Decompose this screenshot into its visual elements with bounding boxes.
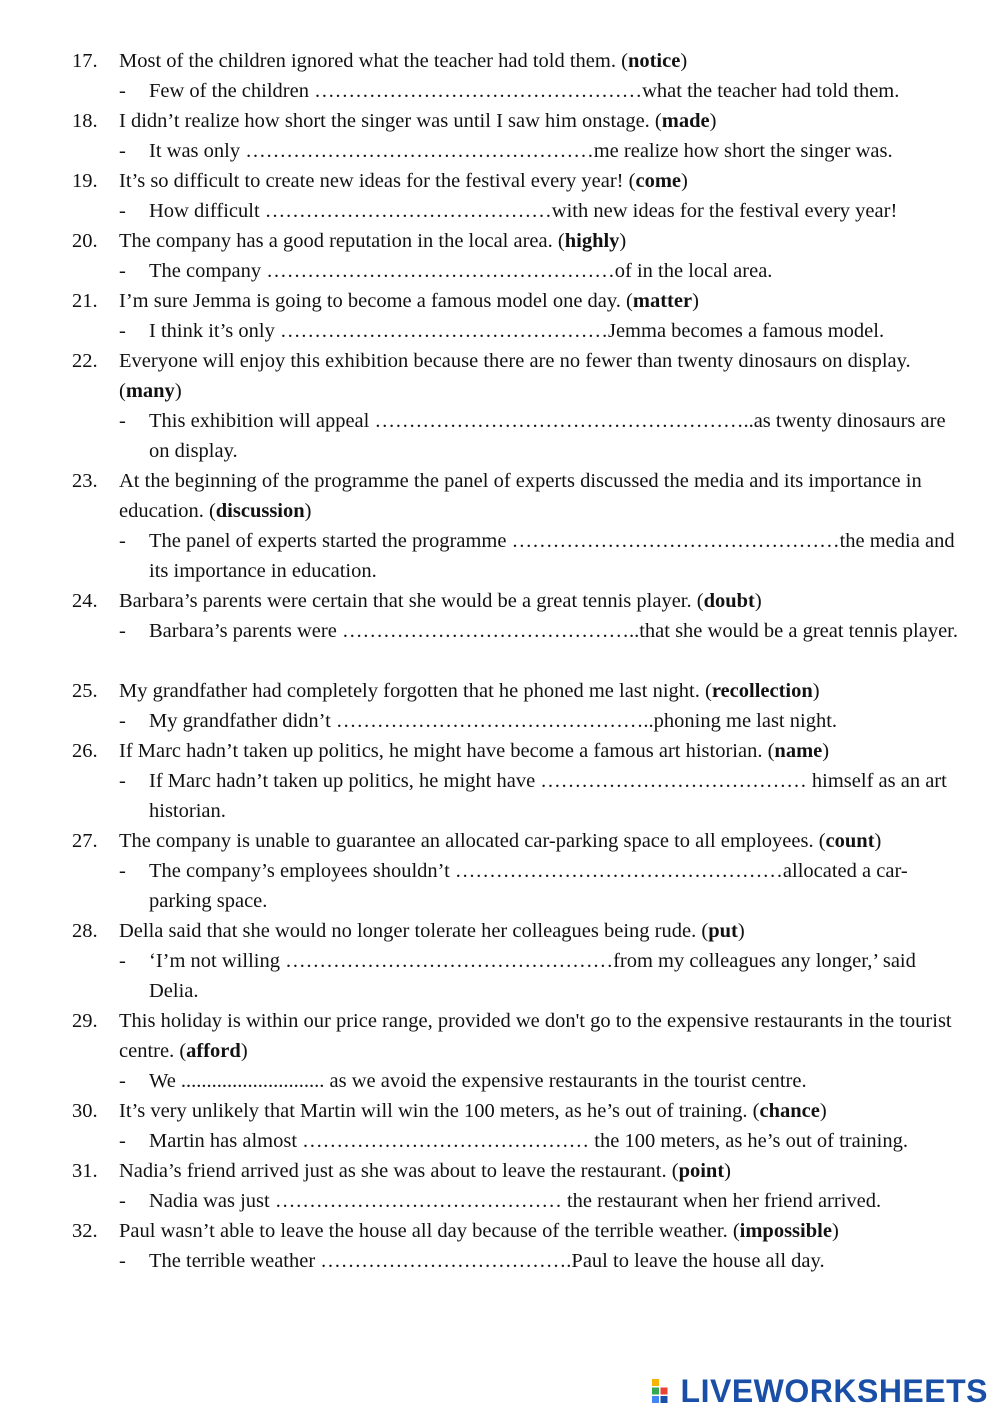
question-prompt: My grandfather had completely forgotten that he phoned me last night. ( [119, 680, 712, 702]
answer-text[interactable]: I think it’s only …………………………………………Jemma becomes a famous model. [149, 320, 885, 342]
question-number: 29. [72, 1010, 98, 1032]
prompt-end: ) [819, 1100, 827, 1122]
prompt-end: ) [754, 590, 762, 612]
liveworksheets-logo-icon [651, 1378, 677, 1404]
answer-text[interactable]: If Marc hadn’t taken up politics, he might have ………………………………… himself as an art historian. [149, 770, 947, 822]
answer-text[interactable]: The company’s employees shouldn’t …………………………………………allocated a car-parking space. [149, 860, 908, 912]
exercise-23 [72, 466, 962, 586]
answer-line [72, 256, 962, 286]
question-keyword: chance [759, 1100, 820, 1122]
question [72, 466, 962, 526]
question-number: 25. [72, 680, 98, 702]
question [72, 586, 962, 616]
logo-square-green [652, 1388, 659, 1395]
answer-text[interactable]: This exhibition will appeal ………………………………………………..as twenty dinosaurs are on display. [149, 410, 946, 462]
question-number: 32. [72, 1220, 98, 1242]
exercise-22 [72, 346, 962, 466]
answer-dash: - [119, 620, 126, 642]
question-prompt: Barbara’s parents were certain that she would be a great tennis player. ( [119, 590, 704, 612]
answer-line [72, 406, 962, 466]
question-prompt: It’s so difficult to create new ideas for the festival every year! ( [119, 170, 636, 192]
answer-line [72, 616, 962, 646]
answer-dash: - [119, 410, 126, 432]
prompt-end: ) [174, 380, 182, 402]
question-prompt: This holiday is within our price range, provided we don't go to the expensive restaurants in the tourist centre. ( [119, 1010, 952, 1062]
answer-line [72, 136, 962, 166]
question [72, 106, 962, 136]
answer-text[interactable]: Barbara’s parents were ……………………………………..that she would be a great tennis player. [149, 620, 958, 642]
answer-line [72, 766, 962, 826]
question-number: 19. [72, 170, 98, 192]
question-prompt: At the beginning of the programme the panel of experts discussed the media and its importance in education. ( [119, 470, 922, 522]
logo-square-navy [660, 1396, 667, 1403]
logo-graphic [651, 1378, 677, 1404]
question-number: 28. [72, 920, 98, 942]
exercise-29 [72, 1006, 962, 1096]
question-prompt: Paul wasn’t able to leave the house all day because of the terrible weather. ( [119, 1220, 740, 1242]
question [72, 166, 962, 196]
answer-dash: - [119, 140, 126, 162]
question [72, 1006, 962, 1066]
question-prompt: If Marc hadn’t taken up politics, he might have become a famous art historian. ( [119, 740, 775, 762]
answer-dash: - [119, 530, 126, 552]
exercise-32 [72, 1216, 962, 1276]
exercise-24 [72, 586, 962, 646]
answer-dash: - [119, 1070, 126, 1092]
question-keyword: made [661, 110, 710, 132]
exercise-31 [72, 1156, 962, 1216]
question-number: 17. [72, 50, 98, 72]
section-spacer [72, 646, 962, 676]
question-prompt: Della said that she would no longer tolerate her colleagues being rude. ( [119, 920, 709, 942]
exercise-21 [72, 286, 962, 346]
question-number: 31. [72, 1160, 98, 1182]
answer-line [72, 526, 962, 586]
question-keyword: impossible [739, 1220, 832, 1242]
question-keyword: many [125, 380, 175, 402]
prompt-end: ) [724, 1160, 731, 1182]
prompt-end: ) [304, 500, 312, 522]
answer-dash: - [119, 860, 126, 882]
brand-name: LIVEWORKSHEETS [680, 1373, 988, 1409]
logo-square-yellow [652, 1379, 659, 1386]
exercise-19 [72, 166, 962, 226]
answer-dash: - [119, 1250, 126, 1272]
prompt-end: ) [874, 830, 882, 852]
answer-dash: - [119, 80, 126, 102]
prompt-end: ) [619, 230, 627, 252]
worksheet [72, 46, 962, 1276]
prompt-end: ) [680, 50, 688, 72]
answer-line [72, 1066, 962, 1096]
question [72, 676, 962, 706]
prompt-end: ) [692, 290, 699, 312]
logo-square-red [660, 1388, 667, 1395]
question-keyword: highly [564, 230, 620, 252]
question [72, 736, 962, 766]
question-number: 27. [72, 830, 98, 852]
answer-dash: - [119, 1130, 126, 1152]
question-keyword: put [708, 920, 738, 942]
exercise-17 [72, 46, 962, 106]
answer-text[interactable]: We ............................ as we avoid the expensive restaurants in the tourist centre. [149, 1070, 807, 1092]
question-number: 21. [72, 290, 98, 312]
answer-line [72, 76, 962, 106]
question-keyword: doubt [703, 590, 755, 612]
prompt-end: ) [737, 920, 745, 942]
prompt-end: ) [709, 110, 717, 132]
prompt-end: ) [831, 1220, 839, 1242]
question-keyword: count [825, 830, 875, 852]
answer-dash: - [119, 1190, 126, 1212]
exercise-30 [72, 1096, 962, 1156]
question-prompt: I didn’t realize how short the singer was until I saw him onstage. ( [119, 110, 662, 132]
exercise-20 [72, 226, 962, 286]
question [72, 916, 962, 946]
question [72, 1216, 962, 1246]
answer-line [72, 706, 962, 736]
answer-dash: - [119, 320, 126, 342]
question-keyword: afford [186, 1040, 241, 1062]
question-prompt: Nadia’s friend arrived just as she was about to leave the restaurant. ( [119, 1160, 679, 1182]
question [72, 286, 962, 316]
answer-text[interactable]: How difficult ……………………………………with new ideas for the festival every year! [149, 200, 898, 222]
answer-text[interactable]: Martin has almost …………………………………… the 100 meters, as he’s out of training. [149, 1130, 908, 1152]
question-keyword: name [774, 740, 823, 762]
answer-text[interactable]: The panel of experts started the programme …………………………………………the media and its importance in education. [149, 530, 955, 582]
question [72, 46, 962, 76]
question-keyword: notice [627, 50, 681, 72]
answer-dash: - [119, 770, 126, 792]
question-keyword: discussion [215, 500, 305, 522]
question [72, 826, 962, 856]
answer-text[interactable]: Few of the children …………………………………………what the teacher had told them. [149, 80, 900, 102]
answer-text[interactable]: It was only ……………………………………………me realize how short the singer was. [149, 140, 893, 162]
answer-dash: - [119, 950, 126, 972]
answer-text[interactable]: The terrible weather ……………………………….Paul to leave the house all day. [149, 1250, 825, 1272]
answer-line [72, 196, 962, 226]
prompt-end: ) [681, 170, 688, 192]
answer-text[interactable]: Nadia was just …………………………………… the restaurant when her friend arrived. [149, 1190, 882, 1212]
answer-dash: - [119, 260, 126, 282]
question-number: 26. [72, 740, 98, 762]
question-keyword: recollection [711, 680, 813, 702]
answer-line [72, 946, 962, 1006]
exercise-18 [72, 106, 962, 166]
question-keyword: come [635, 170, 681, 192]
question-prompt: The company is unable to guarantee an allocated car-parking space to all employees. ( [119, 830, 826, 852]
answer-dash: - [119, 200, 126, 222]
answer-dash: - [119, 710, 126, 732]
prompt-end: ) [240, 1040, 248, 1062]
exercise-27 [72, 826, 962, 916]
answer-line [72, 316, 962, 346]
question-prompt: Everyone will enjoy this exhibition because there are no fewer than twenty dinosaurs on display. ( [119, 350, 911, 402]
question-number: 22. [72, 350, 98, 372]
answer-line [72, 1186, 962, 1216]
question-prompt: It’s very unlikely that Martin will win the 100 meters, as he’s out of training. ( [119, 1100, 760, 1122]
question-number: 18. [72, 110, 98, 132]
answer-text[interactable]: My grandfather didn’t ………………………………………..phoning me last night. [149, 710, 838, 732]
exercise-26 [72, 736, 962, 826]
question-keyword: point [678, 1160, 725, 1182]
question-prompt: Most of the children ignored what the teacher had told them. ( [119, 50, 628, 72]
answer-line [72, 1246, 962, 1276]
prompt-end: ) [822, 740, 830, 762]
question [72, 226, 962, 256]
answer-text[interactable]: ‘I’m not willing …………………………………………from my colleagues any longer,’ said Delia. [149, 950, 916, 1002]
question-prompt: The company has a good reputation in the local area. ( [119, 230, 565, 252]
question-prompt: I’m sure Jemma is going to become a famous model one day. ( [119, 290, 633, 312]
answer-line [72, 1126, 962, 1156]
answer-line [72, 856, 962, 916]
question [72, 1156, 962, 1186]
answer-text[interactable]: The company ……………………………………………of in the local area. [149, 260, 773, 282]
prompt-end: ) [812, 680, 820, 702]
question-number: 20. [72, 230, 98, 252]
question-number: 30. [72, 1100, 98, 1122]
question-number: 23. [72, 470, 98, 492]
question-number: 24. [72, 590, 98, 612]
exercise-28 [72, 916, 962, 1006]
question [72, 346, 962, 406]
liveworksheets-footer [651, 1374, 988, 1408]
exercise-25 [72, 676, 962, 736]
logo-square-blue [652, 1396, 659, 1403]
question-keyword: matter [632, 290, 693, 312]
question [72, 1096, 962, 1126]
